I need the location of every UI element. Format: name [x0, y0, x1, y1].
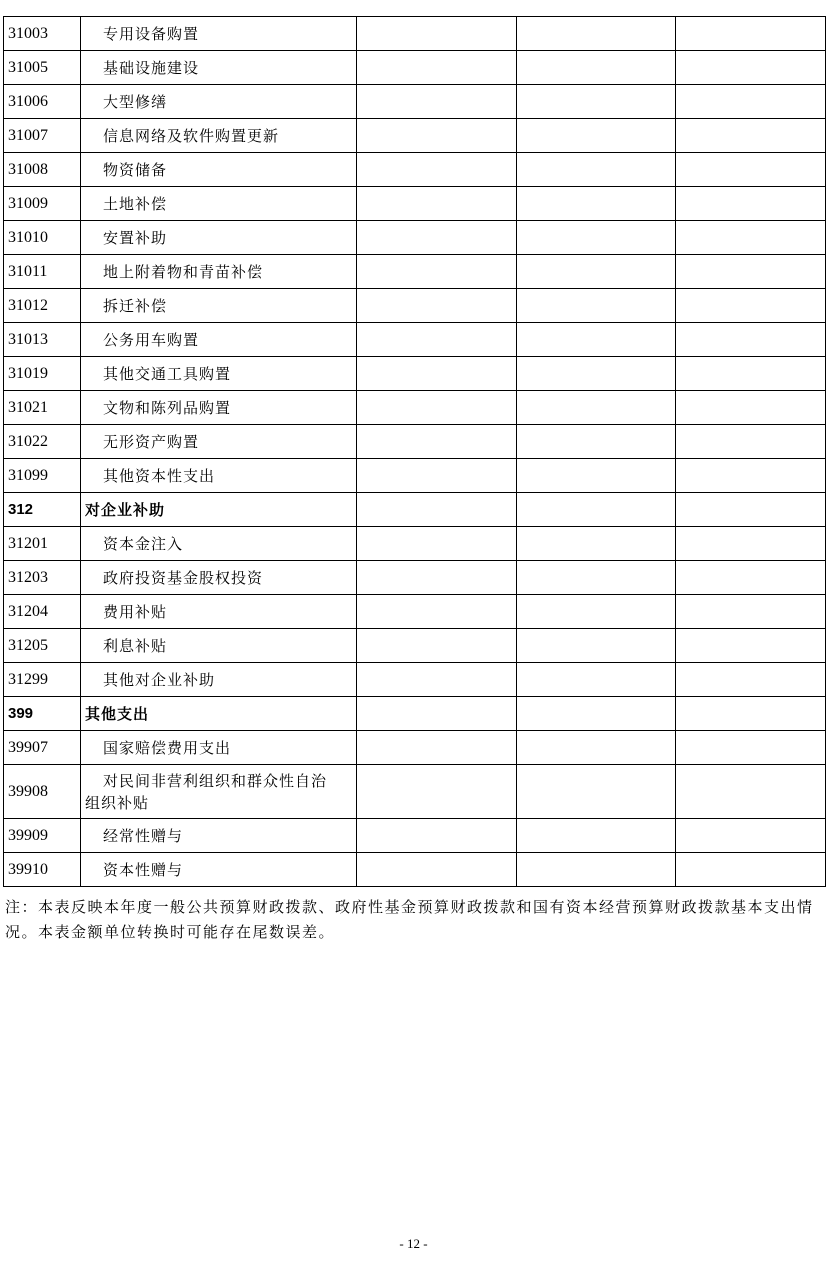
row-name-cell [81, 289, 357, 323]
amount-cell [517, 697, 676, 731]
row-name-text: 利息补贴 [103, 636, 168, 655]
table-row [4, 17, 826, 51]
amount-cell [517, 85, 676, 119]
row-name-text: 其他交通工具购置 [103, 364, 232, 383]
amount-cell [676, 289, 826, 323]
amount-cell [676, 357, 826, 391]
row-code-cell: 31205 [4, 629, 81, 663]
row-code-cell: 31019 [4, 357, 81, 391]
amount-cell [357, 459, 517, 493]
row-code-cell: 31021 [4, 391, 81, 425]
row-name-cell [81, 153, 357, 187]
row-code-cell: 399 [4, 697, 81, 731]
row-name-cell [81, 629, 357, 663]
row-name-text: 地上附着物和青苗补偿 [103, 262, 264, 281]
row-name-cell [81, 853, 357, 887]
amount-cell [517, 493, 676, 527]
row-code-cell: 39910 [4, 853, 81, 887]
amount-cell [676, 459, 826, 493]
table-group-row [4, 697, 826, 731]
row-name-cell [81, 187, 357, 221]
table-row [4, 187, 826, 221]
row-name-text: 政府投资基金股权投资 [103, 568, 264, 587]
amount-cell [357, 561, 517, 595]
amount-cell [357, 289, 517, 323]
row-name-text: 国家赔偿费用支出 [103, 738, 232, 757]
amount-cell [676, 425, 826, 459]
table-row [4, 357, 826, 391]
table-row [4, 459, 826, 493]
table-row [4, 765, 826, 819]
row-name-cell [81, 17, 357, 51]
row-name-text: 对企业补助 [85, 500, 166, 519]
row-code-cell: 31099 [4, 459, 81, 493]
amount-cell [517, 323, 676, 357]
amount-cell [357, 629, 517, 663]
table-row [4, 119, 826, 153]
amount-cell [517, 119, 676, 153]
amount-cell [517, 153, 676, 187]
row-name-text: 文物和陈列品购置 [103, 398, 232, 417]
table-row [4, 391, 826, 425]
amount-cell [357, 187, 517, 221]
table-row [4, 853, 826, 887]
row-code-cell: 31012 [4, 289, 81, 323]
amount-cell [517, 357, 676, 391]
amount-cell [357, 765, 517, 819]
amount-cell [676, 629, 826, 663]
amount-cell [357, 119, 517, 153]
amount-cell [517, 527, 676, 561]
amount-cell [676, 323, 826, 357]
row-name-cell [81, 493, 357, 527]
amount-cell [517, 187, 676, 221]
amount-cell [676, 187, 826, 221]
amount-cell [517, 819, 676, 853]
amount-cell [676, 765, 826, 819]
amount-cell [517, 221, 676, 255]
table-row [4, 561, 826, 595]
table-row [4, 51, 826, 85]
amount-cell [357, 255, 517, 289]
page-number: - 12 - [399, 1236, 428, 1251]
amount-cell [676, 17, 826, 51]
row-name-cell [81, 425, 357, 459]
row-code-cell: 31009 [4, 187, 81, 221]
row-name-text: 费用补贴 [103, 602, 168, 621]
amount-cell [357, 731, 517, 765]
table-row [4, 85, 826, 119]
row-name-cell [81, 819, 357, 853]
amount-cell [357, 527, 517, 561]
row-name-cell [81, 119, 357, 153]
row-name-text: 基础设施建设 [103, 58, 200, 77]
amount-cell [357, 357, 517, 391]
row-code-cell: 31201 [4, 527, 81, 561]
row-code-cell: 39909 [4, 819, 81, 853]
row-name-cell [81, 765, 357, 819]
amount-cell [676, 221, 826, 255]
row-name-text: 无形资产购置 [103, 432, 200, 451]
row-code-cell: 39908 [4, 765, 81, 819]
amount-cell [676, 119, 826, 153]
amount-cell [517, 425, 676, 459]
row-name-text: 资本性赠与 [103, 860, 184, 879]
row-name-text: 拆迁补偿 [103, 296, 168, 315]
row-name-text: 安置补助 [103, 228, 168, 247]
amount-cell [517, 459, 676, 493]
row-name-cell [81, 663, 357, 697]
amount-cell [676, 819, 826, 853]
amount-cell [517, 731, 676, 765]
amount-cell [676, 561, 826, 595]
amount-cell [357, 17, 517, 51]
row-code-cell: 39907 [4, 731, 81, 765]
row-code-cell: 31005 [4, 51, 81, 85]
amount-cell [517, 51, 676, 85]
table-row [4, 629, 826, 663]
row-name-cell [81, 221, 357, 255]
amount-cell [517, 663, 676, 697]
amount-cell [676, 527, 826, 561]
amount-cell [357, 323, 517, 357]
amount-cell [517, 595, 676, 629]
amount-cell [676, 51, 826, 85]
row-code-cell: 31013 [4, 323, 81, 357]
row-name-cell [81, 595, 357, 629]
row-name-text: 其他支出 [85, 704, 150, 723]
amount-cell [676, 595, 826, 629]
row-name-text: 资本金注入 [103, 534, 184, 553]
row-name-text: 经常性赠与 [103, 826, 184, 845]
row-name-text: 物资储备 [103, 160, 168, 179]
amount-cell [676, 731, 826, 765]
row-code-cell: 31022 [4, 425, 81, 459]
table-row [4, 323, 826, 357]
row-code-cell: 31010 [4, 221, 81, 255]
table-body [4, 17, 826, 887]
row-code-cell: 31011 [4, 255, 81, 289]
row-name-cell [81, 391, 357, 425]
row-name-text: 公务用车购置 [103, 330, 200, 349]
amount-cell [517, 391, 676, 425]
amount-cell [357, 221, 517, 255]
row-code-cell: 31006 [4, 85, 81, 119]
table-row [4, 595, 826, 629]
table-row [4, 663, 826, 697]
row-name-cell [81, 255, 357, 289]
row-name-cell [81, 51, 357, 85]
amount-cell [676, 153, 826, 187]
table-row [4, 731, 826, 765]
row-name-cell [81, 459, 357, 493]
row-code-cell: 31204 [4, 595, 81, 629]
amount-cell [517, 255, 676, 289]
amount-cell [357, 391, 517, 425]
table-row [4, 289, 826, 323]
amount-cell [676, 853, 826, 887]
amount-cell [517, 765, 676, 819]
row-code-cell: 31007 [4, 119, 81, 153]
amount-cell [357, 853, 517, 887]
row-name-text-continued: 组织补贴 [85, 793, 150, 812]
row-name-cell [81, 357, 357, 391]
amount-cell [517, 853, 676, 887]
row-name-text: 对民间非营利组织和群众性自治 [103, 771, 328, 790]
amount-cell [517, 561, 676, 595]
row-name-cell [81, 85, 357, 119]
amount-cell [357, 85, 517, 119]
row-name-text: 土地补偿 [103, 194, 168, 213]
amount-cell [357, 819, 517, 853]
row-name-cell [81, 561, 357, 595]
row-name-text: 大型修缮 [103, 92, 168, 111]
amount-cell [357, 153, 517, 187]
row-name-text: 信息网络及软件购置更新 [103, 126, 280, 145]
amount-cell [357, 425, 517, 459]
amount-cell [357, 51, 517, 85]
row-name-text: 其他对企业补助 [103, 670, 216, 689]
table-row [4, 221, 826, 255]
table-row [4, 255, 826, 289]
table-group-row [4, 493, 826, 527]
row-name-cell [81, 527, 357, 561]
row-name-text: 专用设备购置 [103, 24, 200, 43]
row-code-cell: 31008 [4, 153, 81, 187]
row-name-cell [81, 731, 357, 765]
amount-cell [676, 663, 826, 697]
table-footnote: 注：本表反映本年度一般公共预算财政拨款、政府性基金预算财政拨款和国有资本经营预算财政拨款基本支出情况。本表金额单位转换时可能存在尾数误差。 [5, 898, 814, 941]
amount-cell [357, 697, 517, 731]
row-code-cell: 31003 [4, 17, 81, 51]
amount-cell [676, 85, 826, 119]
amount-cell [676, 391, 826, 425]
amount-cell [676, 697, 826, 731]
table-row [4, 153, 826, 187]
table-row [4, 527, 826, 561]
amount-cell [517, 17, 676, 51]
table-row [4, 425, 826, 459]
row-name-cell [81, 323, 357, 357]
amount-cell [676, 255, 826, 289]
amount-cell [517, 629, 676, 663]
row-code-cell: 31299 [4, 663, 81, 697]
row-name-cell [81, 697, 357, 731]
budget-expense-table [3, 16, 826, 887]
amount-cell [357, 663, 517, 697]
amount-cell [357, 493, 517, 527]
amount-cell [517, 289, 676, 323]
amount-cell [357, 595, 517, 629]
row-name-text: 其他资本性支出 [103, 466, 216, 485]
row-code-cell: 312 [4, 493, 81, 527]
amount-cell [676, 493, 826, 527]
row-code-cell: 31203 [4, 561, 81, 595]
table-row [4, 819, 826, 853]
